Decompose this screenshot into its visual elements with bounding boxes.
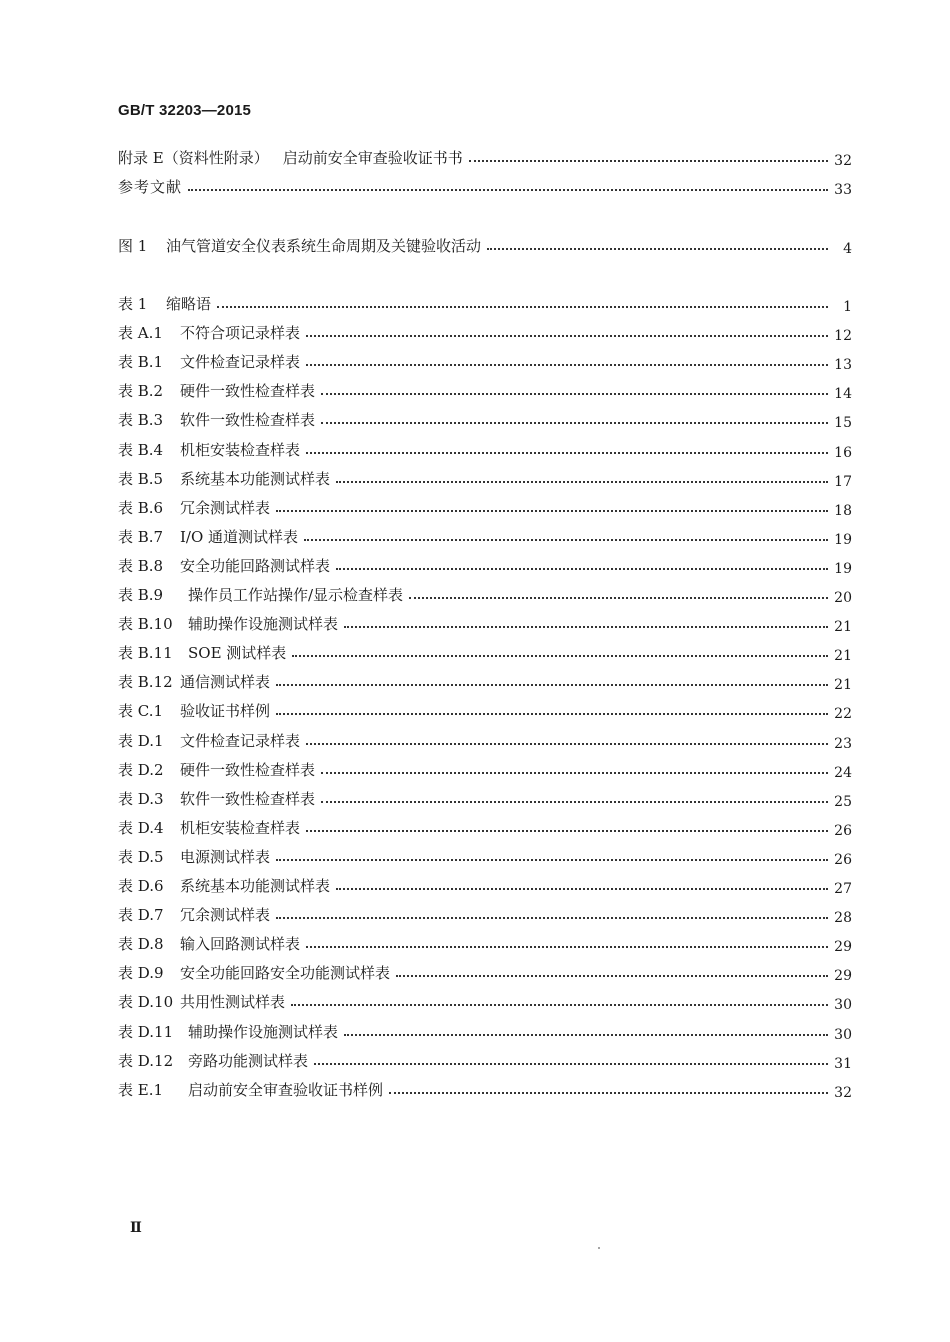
toc-entry-table[interactable]: [118, 698, 852, 723]
toc-label: 表 B.6: [118, 498, 164, 517]
toc-page-number: 18: [834, 502, 852, 519]
toc-title: 启动前安全审查验收证书书: [282, 149, 463, 167]
toc-page-number: 19: [834, 531, 852, 548]
toc-title: 硬件一致性检查样表: [180, 760, 316, 779]
toc-title: 硬件一致性检查样表: [180, 382, 316, 401]
dot-leader: [306, 335, 828, 337]
toc-label: 表 D.6: [118, 877, 164, 895]
toc-entry-table[interactable]: [118, 786, 852, 808]
dot-leader: [314, 1063, 828, 1065]
dot-leader: [487, 248, 828, 250]
toc-label: 表 D.3: [118, 789, 164, 808]
toc-entry-table[interactable]: [118, 378, 852, 403]
toc-label: 表 D.2: [118, 760, 164, 779]
toc-entry-table[interactable]: [118, 407, 852, 432]
toc-entry-table[interactable]: [118, 553, 852, 575]
toc-title: 安全功能回路安全功能测试样表: [180, 964, 391, 983]
toc-title: 旁路功能测试样表: [188, 1051, 309, 1070]
toc-entry-table[interactable]: [118, 320, 852, 345]
toc-page-number: 29: [834, 939, 852, 956]
toc-label: 表 D.9: [118, 964, 164, 983]
toc-page-number: 28: [834, 910, 852, 927]
toc-entry-table[interactable]: [118, 1048, 852, 1070]
toc-entry-table[interactable]: [118, 1077, 852, 1099]
toc-title: 软件一致性检查样表: [180, 789, 316, 808]
toc-page-number: 14: [834, 386, 852, 403]
toc-page-number: 26: [834, 851, 852, 868]
toc-page-number: 32: [834, 153, 852, 169]
dot-leader: [344, 626, 828, 628]
dot-leader: [276, 510, 828, 512]
toc-title: 缩略语: [166, 295, 212, 313]
toc-title: 系统基本功能测试样表: [180, 877, 331, 895]
dot-leader: [321, 801, 828, 803]
toc-page-number: 26: [834, 822, 852, 839]
toc-entry-table[interactable]: [118, 524, 852, 546]
toc-title: I/O 通道测试样表: [180, 527, 299, 546]
toc-entry-table[interactable]: [118, 669, 852, 694]
toc-entry-references[interactable]: [118, 174, 852, 196]
dot-leader: [188, 189, 828, 191]
toc-label: 表 D.12: [118, 1051, 174, 1070]
dot-leader: [276, 917, 828, 919]
toc-title: 文件检查记录样表: [180, 731, 301, 750]
toc-page-number: 29: [834, 968, 852, 985]
dot-leader: [306, 743, 828, 745]
toc-title: 油气管道安全仪表系统生命周期及关键验收活动: [166, 237, 482, 255]
toc-title: 系统基本功能测试样表: [180, 469, 331, 488]
dot-leader: [321, 393, 828, 395]
toc-label: 表 B.10: [118, 615, 173, 634]
toc-page-number: 1: [843, 299, 852, 315]
toc-label: 表 D.5: [118, 847, 164, 866]
toc-label: 表 B.1: [118, 353, 164, 372]
toc-page-number: 24: [834, 764, 852, 781]
toc-label: 表 D.8: [118, 935, 164, 954]
toc-entry-table[interactable]: [118, 1019, 852, 1041]
toc-page-number: 12: [834, 328, 852, 345]
toc-entry-table[interactable]: [118, 757, 852, 779]
toc-page-number: 20: [834, 590, 852, 606]
toc-label: 表 D.7: [118, 906, 164, 925]
dot-leader: [292, 655, 828, 657]
toc-label: 表 A.1: [118, 324, 163, 343]
dot-leader: [276, 859, 828, 861]
dot-leader: [336, 568, 828, 570]
toc-title: 软件一致性检查样表: [180, 411, 316, 430]
toc-label: 表 1: [118, 295, 148, 313]
toc-label: 附录 E（资料性附录）: [118, 149, 269, 167]
dot-leader: [336, 888, 828, 890]
toc-label: 表 B.11: [118, 644, 173, 663]
toc-entry-table[interactable]: [118, 960, 852, 985]
page-number: Ⅱ: [130, 1220, 142, 1236]
toc-page-number: 17: [834, 473, 852, 490]
dot-leader: [336, 481, 828, 483]
toc-entry-table[interactable]: [118, 902, 852, 927]
toc-title: 冗余测试样表: [180, 906, 271, 925]
toc-title: 机柜安装检查样表: [180, 440, 301, 459]
toc-page-number: 19: [834, 560, 852, 577]
toc-label: 表 D.4: [118, 818, 164, 837]
toc-title: 电源测试样表: [180, 847, 271, 866]
toc-label: 表 B.5: [118, 469, 164, 488]
toc-entry-table[interactable]: [118, 611, 852, 636]
toc-entry-table[interactable]: [118, 931, 852, 956]
toc-label: 表 B.7: [118, 527, 164, 546]
toc-entry-table[interactable]: [118, 873, 852, 895]
toc-entry-table[interactable]: [118, 728, 852, 750]
scan-speck: [598, 1247, 600, 1249]
toc-entry-table[interactable]: [118, 989, 852, 1014]
toc-title: 启动前安全审查验收证书样例: [188, 1080, 384, 1099]
dot-leader: [306, 946, 828, 948]
toc-title: 验收证书样例: [180, 702, 271, 721]
toc-title: 安全功能回路测试样表: [180, 556, 331, 575]
toc-label: 表 D.11: [118, 1022, 174, 1041]
toc-label: 表 D.1: [118, 731, 164, 750]
dot-leader: [409, 597, 828, 599]
dot-leader: [306, 452, 828, 454]
toc-entry-table[interactable]: [118, 495, 852, 517]
toc-page-number: 4: [843, 241, 852, 257]
toc-label: 表 E.1: [118, 1080, 164, 1099]
toc-label: 表 D.10: [118, 993, 174, 1012]
toc-page-number: 15: [834, 415, 852, 432]
dot-leader: [321, 422, 828, 424]
toc-page-number: 25: [834, 793, 852, 810]
toc-label: 表 B.9: [118, 586, 164, 604]
dot-leader: [291, 1004, 828, 1006]
toc-title: 辅助操作设施测试样表: [188, 1022, 339, 1041]
toc-title: 辅助操作设施测试样表: [188, 615, 339, 634]
toc-entry-table[interactable]: [118, 291, 852, 313]
dot-leader: [396, 975, 828, 977]
toc-entry-table[interactable]: [118, 844, 852, 866]
toc-label: 图 1: [118, 237, 148, 255]
dot-leader: [389, 1092, 828, 1094]
toc-page-number: 30: [834, 997, 852, 1014]
toc-title: 输入回路测试样表: [180, 935, 301, 954]
dot-leader: [217, 306, 828, 308]
dot-leader: [306, 830, 828, 832]
toc-page-number: 21: [834, 619, 852, 636]
dot-leader: [304, 539, 828, 541]
dot-leader: [344, 1034, 828, 1036]
toc-label: 表 B.4: [118, 440, 164, 459]
toc-page-number: 21: [834, 648, 852, 665]
toc-page-number: 21: [834, 677, 852, 694]
toc-page-number: 13: [834, 357, 852, 374]
toc-title: 操作员工作站操作/显示检查样表: [188, 586, 404, 604]
toc-title: 不符合项记录样表: [180, 324, 301, 343]
toc-page-number: 23: [834, 735, 852, 752]
dot-leader: [276, 713, 828, 715]
toc-page-number: 33: [834, 182, 852, 198]
toc-label: 表 B.12: [118, 673, 173, 692]
toc-title: 通信测试样表: [180, 673, 271, 692]
toc-page-number: 32: [834, 1084, 852, 1101]
toc-page-number: 22: [834, 706, 852, 723]
toc-label: 表 B.2: [118, 382, 164, 401]
toc-entry-table[interactable]: [118, 640, 852, 665]
dot-leader: [321, 772, 828, 774]
toc-title: 冗余测试样表: [180, 498, 271, 517]
toc-page-number: 27: [834, 881, 852, 897]
toc-label: 参考文献: [118, 178, 183, 196]
dot-leader: [276, 684, 828, 686]
toc-label: 表 C.1: [118, 702, 164, 721]
standard-code: GB/T 32203—2015: [118, 102, 252, 119]
toc-entry-table[interactable]: [118, 582, 852, 604]
dot-leader: [469, 160, 828, 162]
toc-page-number: 30: [834, 1026, 852, 1043]
dot-leader: [306, 364, 828, 366]
toc-title: 文件检查记录样表: [180, 353, 301, 372]
toc-title: SOE 测试样表: [188, 644, 287, 663]
toc-entry-figure-1[interactable]: [118, 233, 852, 255]
toc-entry-table[interactable]: [118, 349, 852, 374]
toc-title: 共用性测试样表: [180, 993, 286, 1012]
toc-title: 机柜安装检查样表: [180, 818, 301, 837]
toc-entry-appendix-e[interactable]: [118, 145, 852, 167]
toc-label: 表 B.3: [118, 411, 164, 430]
toc-page-number: 31: [834, 1055, 852, 1072]
toc-entry-table[interactable]: [118, 437, 852, 459]
toc-page-number: 16: [834, 444, 852, 461]
toc-entry-table[interactable]: [118, 466, 852, 488]
toc-entry-table[interactable]: [118, 815, 852, 837]
toc-label: 表 B.8: [118, 556, 164, 575]
